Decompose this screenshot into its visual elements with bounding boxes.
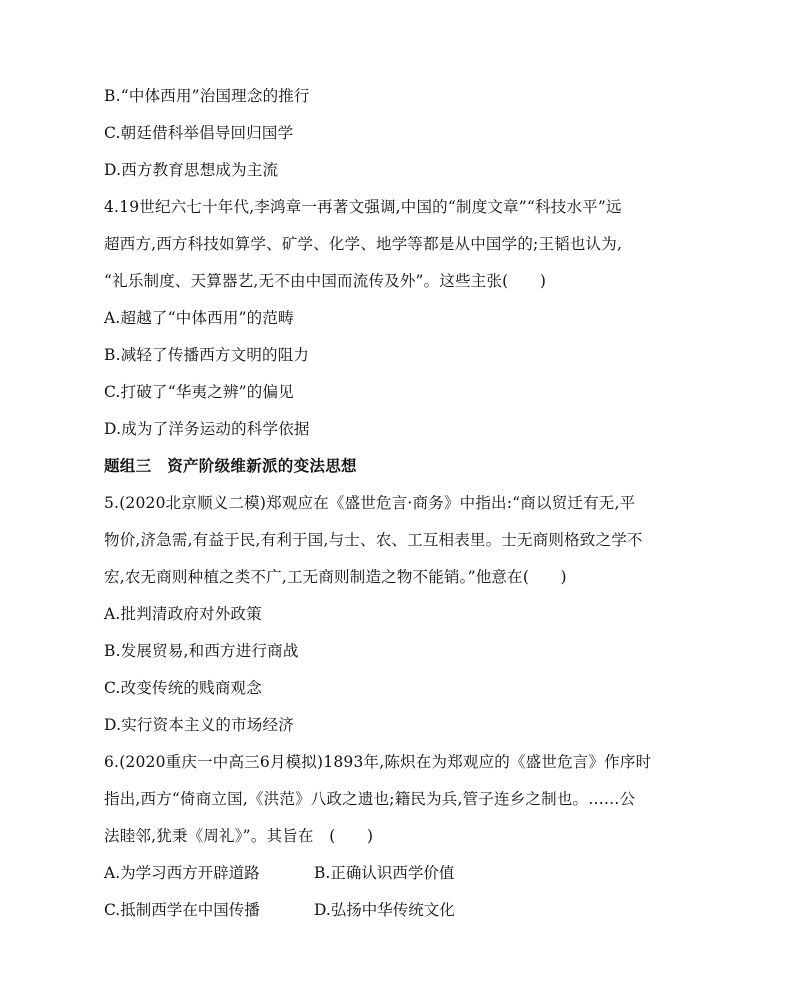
q5-stem — [104, 491, 704, 589]
q6-stem-line: 法睦邻,犹秉《周礼》”。其旨在 ( ) — [104, 827, 374, 845]
q5-option-a: A.批判清政府对外政策 — [104, 605, 262, 623]
q6-stem-line: 指出,西方“倚商立国,《洪范》八政之遗也;籍民为兵,管子连乡之制也。……公 — [104, 790, 636, 808]
q5-option-b: B.发展贸易,和西方进行商战 — [104, 642, 299, 660]
q6-options-row-1 — [104, 861, 704, 885]
q4-option-d: D.成为了洋务运动的科学依据 — [104, 420, 310, 438]
q6-option-b: B.正确认识西学价值 — [314, 864, 455, 882]
q3-option-b: B.“中体西用”治国理念的推行 — [104, 87, 310, 105]
q4-stem-line: 4.19世纪六七十年代,李鸿章一再著文强调,中国的“制度文章”“科技水平”远 — [104, 198, 622, 216]
q4-stem-line: 超西方,西方科技如算学、矿学、化学、地学等都是从中国学的;王韬也认为, — [104, 235, 623, 253]
q6-stem-line: 6.(2020重庆一中高三6月模拟)1893年,陈炽在为郑观应的《盛世危言》作序时 — [104, 753, 652, 771]
q5-stem-line: 物价,济急需,有益于民,有利于国,与士、农、工互相表里。士无商则格致之学不 — [104, 531, 643, 549]
section-heading: 题组三 资产阶级维新派的变法思想 — [104, 457, 357, 475]
q4-option-a: A.超越了“中体西用”的范畴 — [104, 309, 294, 327]
q4-option-b: B.减轻了传播西方文明的阻力 — [104, 346, 310, 364]
q6-option-a: A.为学习西方开辟道路 — [104, 864, 260, 882]
q6-options-row-2 — [104, 898, 704, 922]
q4-stem — [104, 195, 704, 293]
q6-option-d: D.弘扬中华传统文化 — [314, 901, 455, 919]
q5-stem-line: 宏,农无商则种植之类不广,工无商则制造之物不能销。”他意在( ) — [104, 568, 567, 586]
q4-option-c: C.打破了“华夷之辨”的偏见 — [104, 383, 294, 401]
q5-option-c: C.改变传统的贱商观念 — [104, 679, 262, 697]
q5-stem-line: 5.(2020北京顺义二模)郑观应在《盛世危言·商务》中指出:“商以贸迁有无,平 — [104, 494, 636, 512]
q5-option-d: D.实行资本主义的市场经济 — [104, 716, 294, 734]
q6-option-c: C.抵制西学在中国传播 — [104, 901, 260, 919]
q3-option-c: C.朝廷借科举倡导回归国学 — [104, 124, 294, 142]
q6-stem — [104, 750, 704, 848]
document-page — [104, 84, 704, 922]
q4-stem-line: “礼乐制度、天算器艺,无不由中国而流传及外”。这些主张( ) — [104, 272, 547, 290]
q3-option-d: D.西方教育思想成为主流 — [104, 161, 279, 179]
